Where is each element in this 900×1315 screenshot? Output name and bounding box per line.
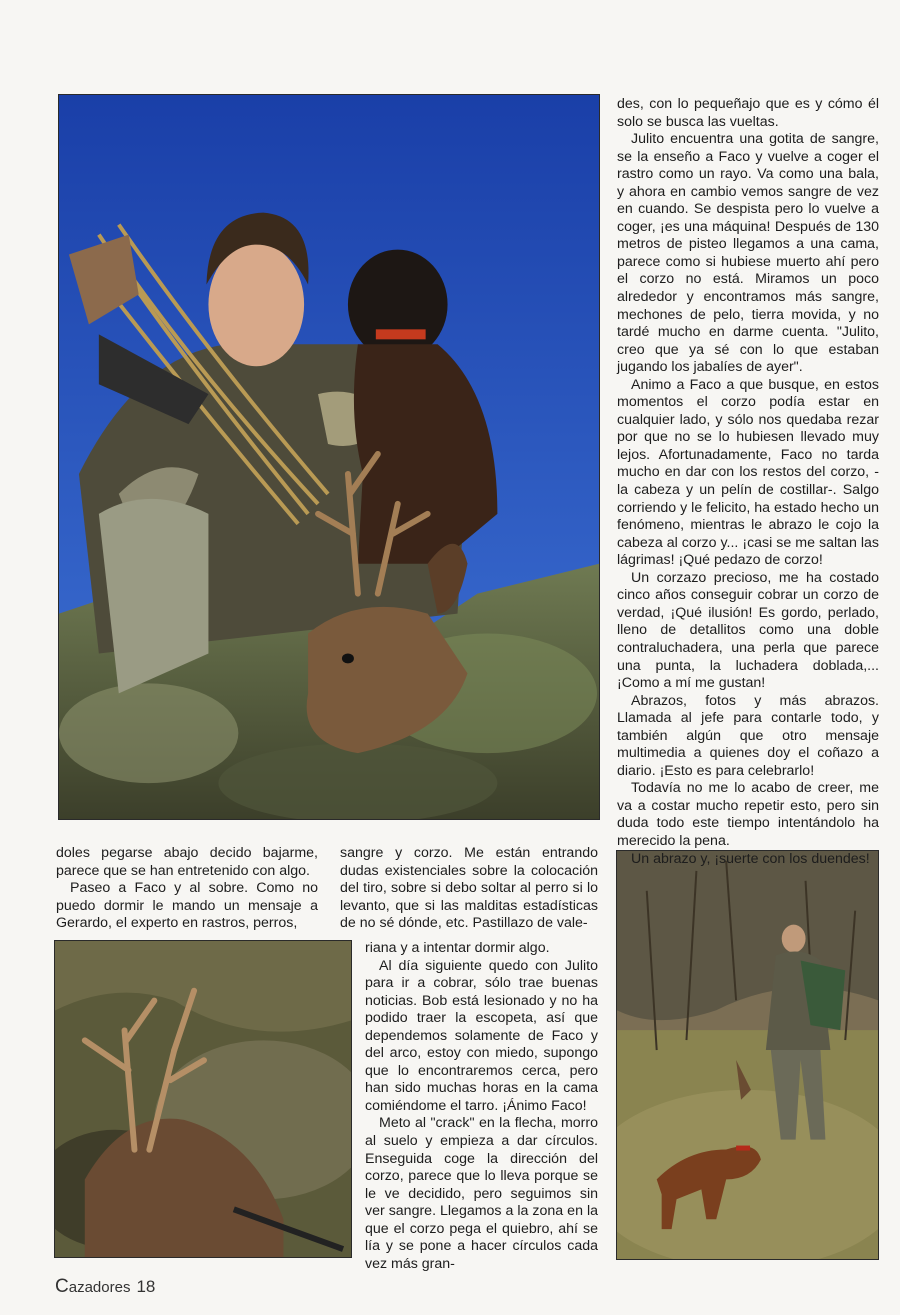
photo-antlers-closeup [54,940,352,1258]
article-column-middle-top [340,845,598,933]
paragraph: des, con lo pequeñajo que es y cómo él solo se busca las vueltas. [617,96,879,130]
article-column-left [56,845,318,933]
paragraph: doles pegarse abajo decido bajarme, parece que se han entretenido con algo. [56,845,318,879]
antlers-photo-illustration [55,941,351,1257]
paragraph: Julito encuentra una gotita de sangre, se la enseño a Faco y vuelve a coger el rastro como un rayo. Va como una bala, y ahora en cambio vemos sangre de vez en cuando. Se despista pero lo vuelve a coger, ¡es una máquina! Después de 130 metros de pisteo llegamos a una cama, parece como si hubiese muerto ahí pero el corzo no está. Miramos un poco alrededor y encontramos más sangre, mechones de pelo, tierra movida, y no tardé mucho en darme cuenta. "Julito, creo que ya sé con lo que estaban jugando los jabalíes de ayer". [617,131,879,376]
paragraph: Animo a Faco a que busque, en estos momentos el corzo podía estar en cualquier lado, y sólo nos quedaba rezar por que no se lo hubiesen llevado muy lejos. Afortunadamente, Faco no tarda mucho en dar con los restos del corzo, -la cabeza y un pelín de costillar-. Salgo corriendo y le felicito, ha estado hecho un fenómeno, mientras le abrazo le cojo la cabeza al corzo y... ¡casi se me saltan las lágrimas! ¡Qué pedazo de corzo! [617,376,879,569]
magazine-initial: C [55,1276,69,1297]
page-footer [55,1276,155,1298]
paragraph: riana y a intentar dormir algo. [365,940,550,956]
article-column-right [617,96,879,868]
page-number: 18 [136,1277,156,1296]
paragraph: Abrazos, fotos y más abrazos. Llamada al jefe para contarle todo, y también algún que otro mensaje multimedia a quienes doy el coñazo a diario. ¡Esto es para celebrarlo! [617,692,879,779]
photo-hunter-tracking [616,850,879,1260]
magazine-name-rest: azadores [68,1279,131,1296]
tracking-photo-illustration [617,851,878,1259]
paragraph: Meto al "crack" en la flecha, morro al suelo y empieza a dar círculos. Enseguida coge la dirección del corzo, parece que lo lleva porque se le ve decidido, pero seguimos sin ver sangre. Llegamos a la zona en la que el corzo pega el quiebro, ahí se lía y se pone a hacer círculos cada vez más gran- [365,1115,598,1272]
paragraph: Paseo a Faco y al sobre. Como no puedo dormir le mando un mensaje a Gerardo, el experto en rastros, perros, [56,880,318,932]
paragraph: Un abrazo y, ¡suerte con los duendes! [631,850,870,867]
paragraph: Un corzazo precioso, me ha costado cinco años conseguir cobrar un corzo de verdad, ¡Qué ilusión! Es gordo, perlado, lleno de detallitos como una doble contraluchadera, una perla que parece una punta, la luchadera doblada,... ¡Como a mí me gustan! [617,569,879,692]
photo-hunter-dog-deer [58,94,600,820]
paragraph: sangre y corzo. Me están entrando dudas existenciales sobre la colocación del tiro, sobre si debo soltar al perro si lo levanto, que si las malditas estadísticas de no sé dónde, etc. Pastillazo de vale- [340,845,598,932]
article-column-middle [365,940,598,1273]
paragraph: Todavía no me lo acabo de creer, me va a costar mucho repetir esto, pero sin duda todo este tiempo intentándolo ha merecido la pena. [617,780,879,849]
hunter-photo-illustration [59,95,599,819]
magazine-name [55,1276,131,1297]
paragraph: Al día siguiente quedo con Julito para ir a cobrar, sólo trae buenas noticias. Bob está lesionado y no ha podido traer la escopeta, así que dependemos solamente de Faco y del arco, estoy con miedo, supongo que lo encontraremos cerca, pero han sido muchas horas en la cama comiéndome el tarro. ¡Ánimo Faco! [365,957,598,1114]
